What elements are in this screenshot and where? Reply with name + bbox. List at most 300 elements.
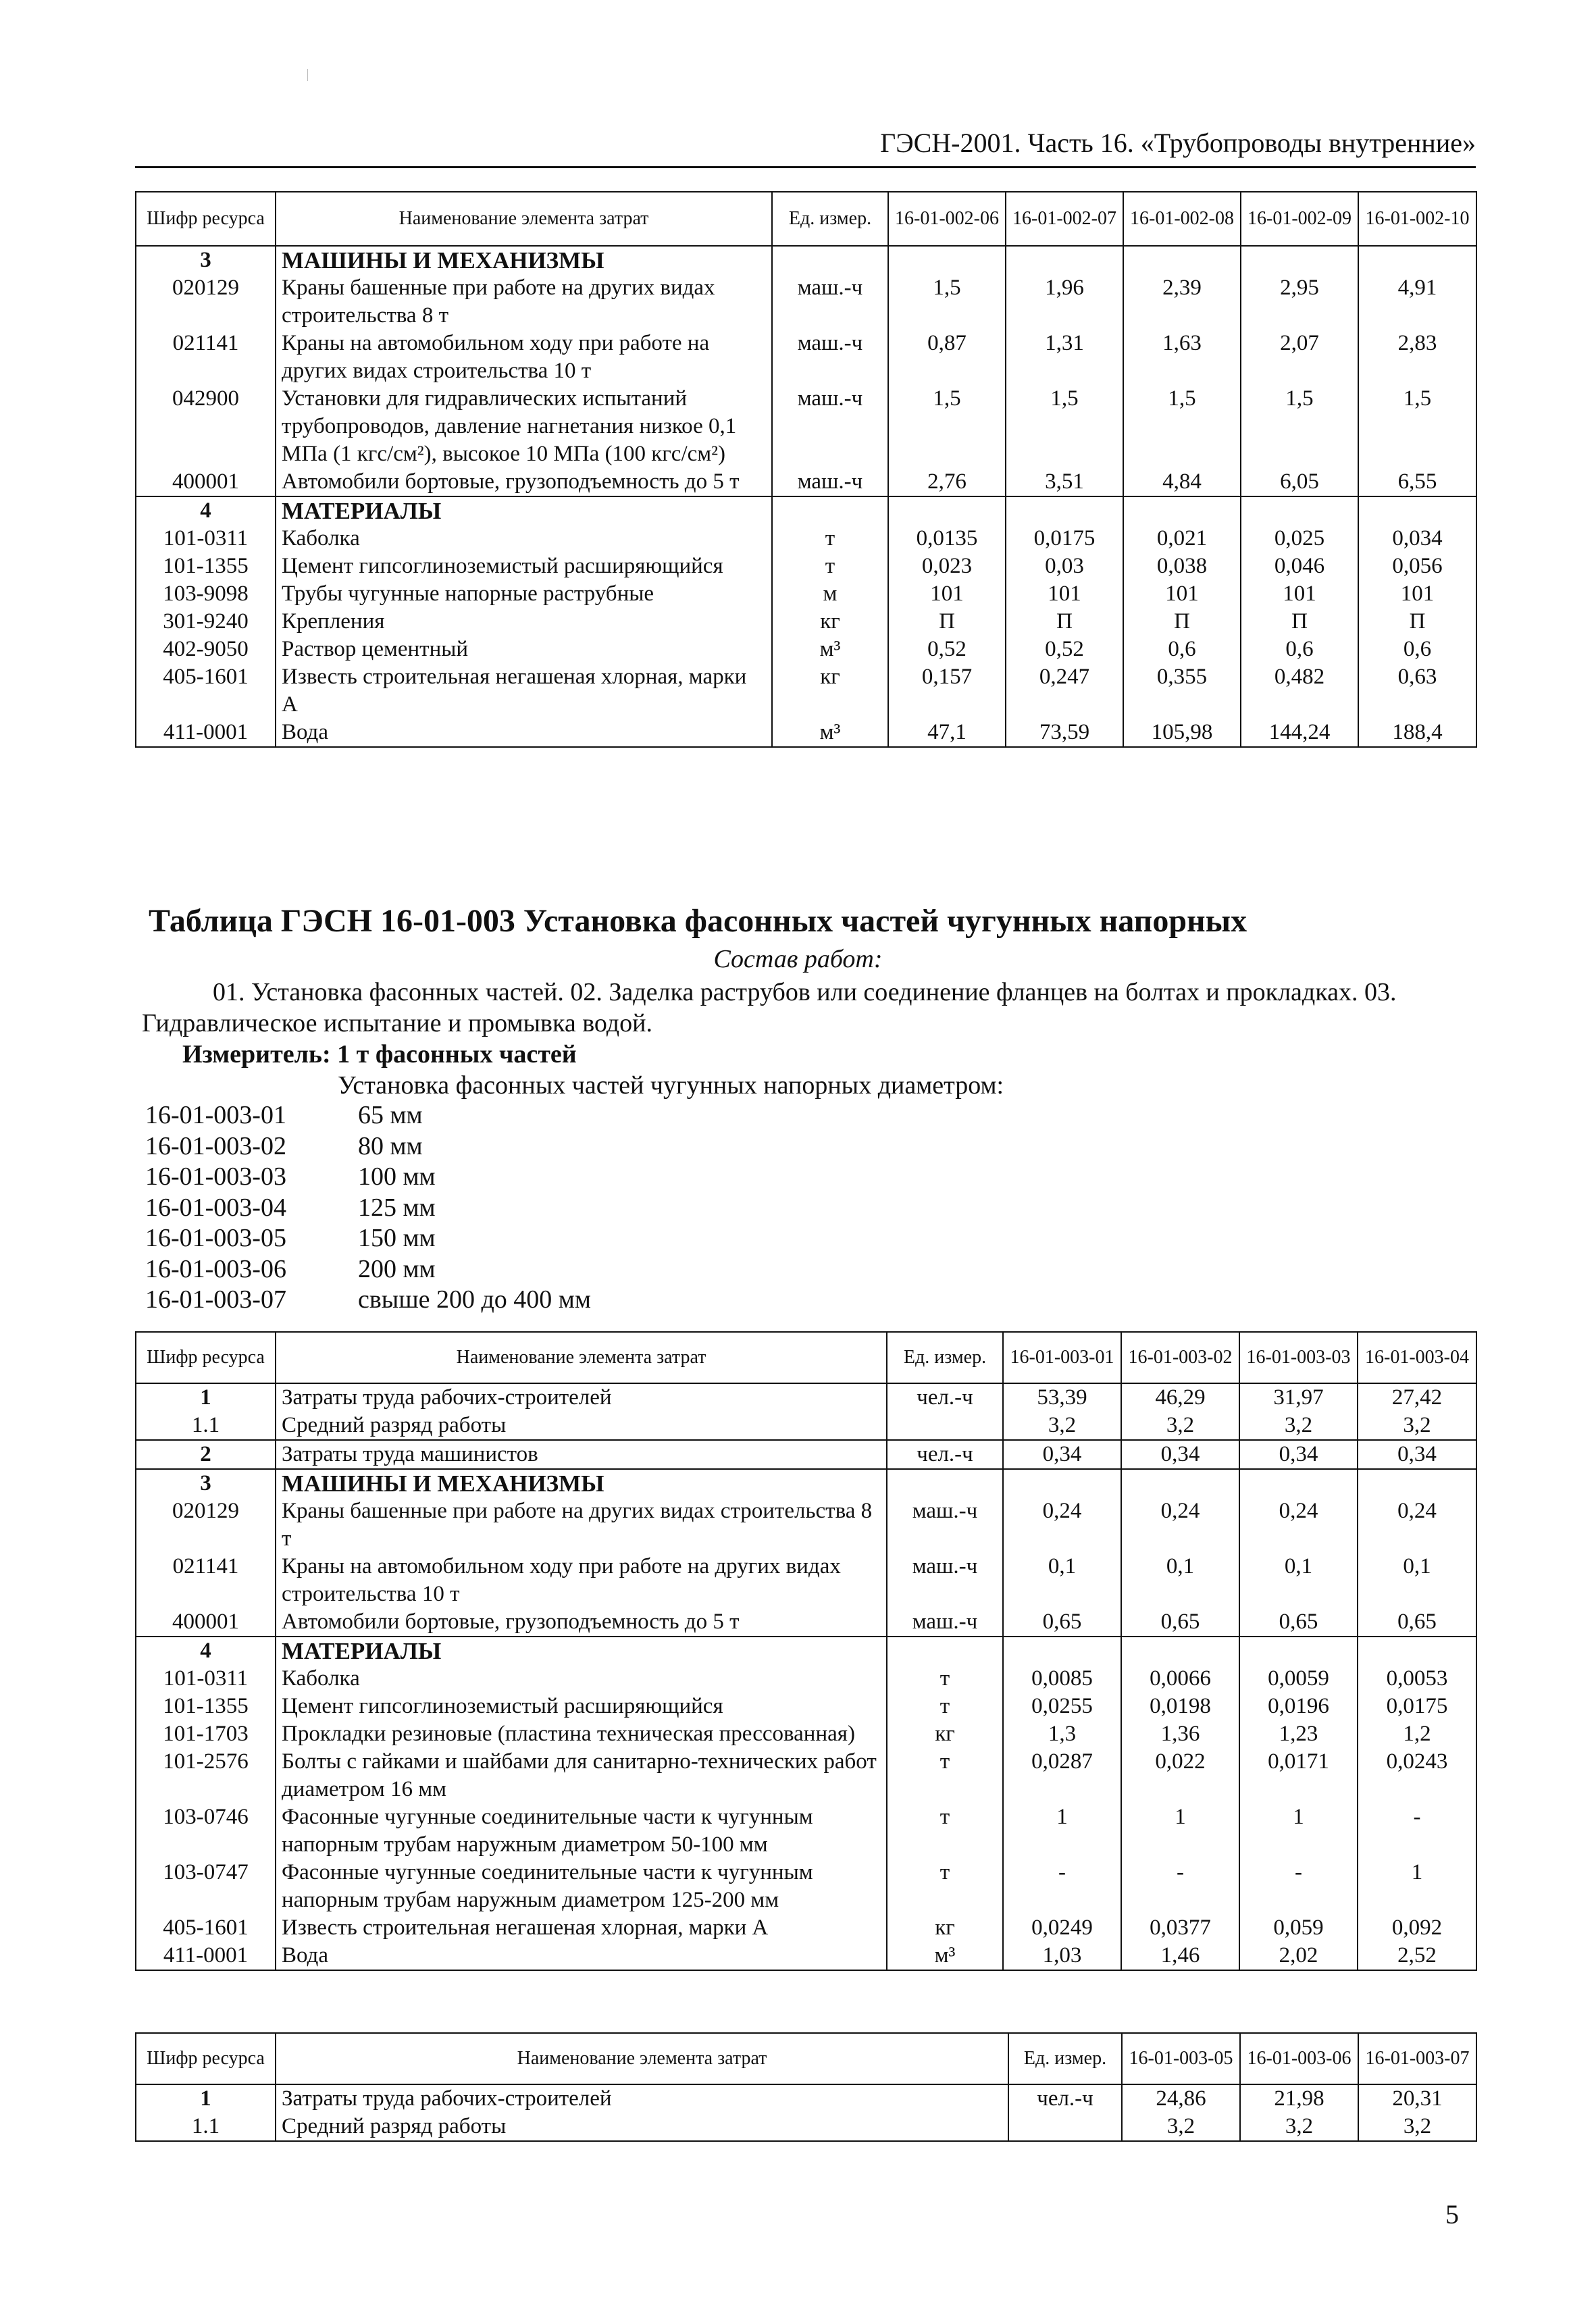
column-header: 16-01-002-06 — [888, 192, 1006, 246]
section-row — [136, 246, 1476, 274]
running-title: ГЭСН-2001. Часть 16. «Трубопроводы внутренние» — [880, 128, 1476, 158]
diameter-code: 16-01-003-03 — [145, 1162, 286, 1191]
resource-code: 4 — [136, 496, 276, 525]
value-cell: 0,1 — [1239, 1553, 1358, 1608]
resource-code: 2 — [136, 1440, 276, 1469]
column-header: 16-01-002-08 — [1123, 192, 1241, 246]
cost-element-name: Раствор цементный — [276, 636, 772, 663]
value-cell: П — [1123, 608, 1241, 636]
value-cell: 0,0066 — [1121, 1665, 1239, 1693]
cost-element-name: Средний разряд работы — [276, 2113, 1008, 2141]
resource-code: 411-0001 — [136, 1942, 276, 1970]
resource-code: 101-1355 — [136, 552, 276, 580]
table-row — [136, 1720, 1476, 1748]
value-cell: 0,0243 — [1358, 1748, 1476, 1803]
value-cell: 24,86 — [1122, 2084, 1240, 2113]
resource-code: 101-0311 — [136, 1665, 276, 1693]
column-header: 16-01-002-07 — [1006, 192, 1123, 246]
value-cell: 0,0053 — [1358, 1665, 1476, 1693]
value-cell: 0,034 — [1358, 525, 1476, 552]
cost-element-name: Крепления — [276, 608, 772, 636]
value-cell: 0,34 — [1239, 1440, 1358, 1469]
value-cell: 3,2 — [1121, 1412, 1239, 1440]
unit-cell: маш.-ч — [772, 468, 888, 496]
value-cell: 0,65 — [1239, 1608, 1358, 1637]
value-cell: 2,07 — [1241, 330, 1358, 385]
column-header: 16-01-002-09 — [1241, 192, 1358, 246]
value-cell: 0,52 — [888, 636, 1006, 663]
value-cell: 144,24 — [1241, 719, 1358, 747]
unit-cell: маш.-ч — [772, 274, 888, 330]
value-cell: 3,2 — [1358, 1412, 1476, 1440]
diameter-item — [145, 1254, 591, 1285]
table-row — [136, 1383, 1476, 1412]
value-cell: 0,0196 — [1239, 1693, 1358, 1720]
unit-cell — [772, 246, 888, 274]
resource-code: 411-0001 — [136, 719, 276, 747]
column-header: Наименование элемента затрат — [276, 1332, 887, 1383]
value-cell — [888, 496, 1006, 525]
value-cell: 0,025 — [1241, 525, 1358, 552]
diameter-size: 65 мм — [358, 1101, 423, 1129]
value-cell: 0,038 — [1123, 552, 1241, 580]
column-header: 16-01-003-03 — [1239, 1332, 1358, 1383]
table-row — [136, 1859, 1476, 1914]
unit-cell: чел.-ч — [887, 1440, 1003, 1469]
value-cell: 6,55 — [1358, 468, 1476, 496]
column-header: 16-01-003-07 — [1358, 2033, 1476, 2084]
value-cell: 1 — [1121, 1803, 1239, 1859]
value-cell: 0,63 — [1358, 663, 1476, 719]
diameter-item — [145, 1162, 591, 1193]
cost-element-name: Краны башенные при работе на других видах строительства 8 т — [276, 274, 772, 330]
value-cell: 0,247 — [1006, 663, 1123, 719]
column-header: 16-01-003-04 — [1358, 1332, 1476, 1383]
unit-cell: кг — [887, 1914, 1003, 1942]
value-cell: 46,29 — [1121, 1383, 1239, 1412]
value-cell: 1,23 — [1239, 1720, 1358, 1748]
section-row — [136, 1637, 1476, 1665]
header-row — [136, 192, 1476, 246]
resource-code: 400001 — [136, 468, 276, 496]
value-cell: 2,52 — [1358, 1942, 1476, 1970]
value-cell — [1006, 246, 1123, 274]
header-rule — [135, 166, 1476, 168]
table-row — [136, 274, 1476, 330]
value-cell: 0,65 — [1358, 1608, 1476, 1637]
value-cell — [1121, 1637, 1239, 1665]
diameter-list — [145, 1100, 591, 1316]
table-row — [136, 330, 1476, 385]
column-header: Шифр ресурса — [136, 192, 276, 246]
unit-cell: чел.-ч — [887, 1383, 1003, 1412]
table-row — [136, 580, 1476, 608]
table-row — [136, 2084, 1476, 2113]
resource-code: 020129 — [136, 274, 276, 330]
unit-cell: м³ — [772, 636, 888, 663]
unit-cell: маш.-ч — [772, 385, 888, 468]
unit-cell: маш.-ч — [887, 1497, 1003, 1553]
resource-code: 021141 — [136, 1553, 276, 1608]
value-cell: 101 — [888, 580, 1006, 608]
column-header: Ед. измер. — [772, 192, 888, 246]
value-cell — [1241, 246, 1358, 274]
unit-cell: т — [887, 1859, 1003, 1914]
cost-element-name: Каболка — [276, 525, 772, 552]
column-header: 16-01-002-10 — [1358, 192, 1476, 246]
resource-code: 3 — [136, 246, 276, 274]
diameter-item — [145, 1223, 591, 1254]
scan-mark — [307, 69, 308, 81]
unit-cell — [772, 496, 888, 525]
value-cell: 0,1 — [1003, 1553, 1121, 1608]
section-row — [136, 496, 1476, 525]
table-row — [136, 663, 1476, 719]
section-title: МАШИНЫ И МЕХАНИЗМЫ — [276, 246, 772, 274]
value-cell: 3,2 — [1358, 2113, 1476, 2141]
cost-element-name: Затраты труда машинистов — [276, 1440, 887, 1469]
value-cell: 1,5 — [1241, 385, 1358, 468]
value-cell: 101 — [1358, 580, 1476, 608]
resource-code: 1 — [136, 2084, 276, 2113]
value-cell — [1123, 246, 1241, 274]
value-cell: 0,6 — [1358, 636, 1476, 663]
value-cell: 0,482 — [1241, 663, 1358, 719]
value-cell: 0,0135 — [888, 525, 1006, 552]
section-title: МАШИНЫ И МЕХАНИЗМЫ — [276, 1469, 887, 1497]
value-cell: 0,0287 — [1003, 1748, 1121, 1803]
diameter-item — [145, 1193, 591, 1224]
cost-element-name: Автомобили бортовые, грузоподъемность до 5 т — [276, 468, 772, 496]
cost-element-name: Известь строительная негашеная хлорная, марки А — [276, 1914, 887, 1942]
value-cell: 0,355 — [1123, 663, 1241, 719]
cost-element-name: Вода — [276, 719, 772, 747]
table-row — [136, 1412, 1476, 1440]
composition-label: Состав работ: — [713, 945, 883, 973]
value-cell: 1,03 — [1003, 1942, 1121, 1970]
value-cell: 4,84 — [1123, 468, 1241, 496]
table-row — [136, 608, 1476, 636]
resource-code: 4 — [136, 1637, 276, 1665]
section-title: МАТЕРИАЛЫ — [276, 496, 772, 525]
value-cell: 0,0175 — [1358, 1693, 1476, 1720]
value-cell: 1 — [1239, 1803, 1358, 1859]
install-heading: Установка фасонных частей чугунных напорных диаметром: — [338, 1071, 1004, 1100]
unit-cell: чел.-ч — [1008, 2084, 1122, 2113]
cost-element-name: Средний разряд работы — [276, 1412, 887, 1440]
table-row — [136, 2113, 1476, 2141]
resource-code: 042900 — [136, 385, 276, 468]
value-cell: 2,76 — [888, 468, 1006, 496]
value-cell: 0,34 — [1121, 1440, 1239, 1469]
value-cell: 0,0059 — [1239, 1665, 1358, 1693]
value-cell: 3,2 — [1003, 1412, 1121, 1440]
column-header: 16-01-003-01 — [1003, 1332, 1121, 1383]
value-cell: 47,1 — [888, 719, 1006, 747]
value-cell: 0,24 — [1121, 1497, 1239, 1553]
value-cell: 0,0085 — [1003, 1665, 1121, 1693]
unit-cell: м³ — [887, 1942, 1003, 1970]
value-cell — [1358, 496, 1476, 525]
value-cell: 0,34 — [1003, 1440, 1121, 1469]
value-cell — [1239, 1637, 1358, 1665]
value-cell: 0,0198 — [1121, 1693, 1239, 1720]
table-row — [136, 1693, 1476, 1720]
resource-code: 101-1355 — [136, 1693, 276, 1720]
value-cell: 1,36 — [1121, 1720, 1239, 1748]
table-row — [136, 1748, 1476, 1803]
unit-cell: т — [887, 1665, 1003, 1693]
unit-cell: кг — [772, 608, 888, 636]
column-header: Ед. измер. — [887, 1332, 1003, 1383]
diameter-code: 16-01-003-05 — [145, 1224, 286, 1252]
cost-element-name: Фасонные чугунные соединительные части к чугунным напорным трубам наружным диаметром 50-100 мм — [276, 1803, 887, 1859]
value-cell: 3,51 — [1006, 468, 1123, 496]
cost-element-name: Затраты труда рабочих-строителей — [276, 2084, 1008, 2113]
value-cell: 20,31 — [1358, 2084, 1476, 2113]
unit-cell: маш.-ч — [772, 330, 888, 385]
value-cell: 2,02 — [1239, 1942, 1358, 1970]
value-cell: 0,24 — [1239, 1497, 1358, 1553]
resource-code: 402-9050 — [136, 636, 276, 663]
value-cell: 1,3 — [1003, 1720, 1121, 1748]
value-cell: 0,24 — [1003, 1497, 1121, 1553]
table-row — [136, 525, 1476, 552]
value-cell: 21,98 — [1240, 2084, 1358, 2113]
value-cell: 105,98 — [1123, 719, 1241, 747]
value-cell: 1,5 — [888, 274, 1006, 330]
value-cell: 1 — [1358, 1859, 1476, 1914]
value-cell: 1,2 — [1358, 1720, 1476, 1748]
unit-cell: маш.-ч — [887, 1608, 1003, 1637]
value-cell: 3,2 — [1122, 2113, 1240, 2141]
value-cell: 0,65 — [1121, 1608, 1239, 1637]
value-cell: 3,2 — [1240, 2113, 1358, 2141]
resource-code: 103-9098 — [136, 580, 276, 608]
value-cell — [1003, 1637, 1121, 1665]
value-cell: 31,97 — [1239, 1383, 1358, 1412]
cost-element-name: Фасонные чугунные соединительные части к чугунным напорным трубам наружным диаметром 125-200 мм — [276, 1859, 887, 1914]
value-cell: 2,83 — [1358, 330, 1476, 385]
cost-element-name: Вода — [276, 1942, 887, 1970]
resource-code: 101-2576 — [136, 1748, 276, 1803]
value-cell: 1,31 — [1006, 330, 1123, 385]
value-cell: 0,52 — [1006, 636, 1123, 663]
page-number: 5 — [1445, 2199, 1459, 2230]
table-row — [136, 1553, 1476, 1608]
diameter-size: 80 мм — [358, 1131, 423, 1160]
resource-code: 1.1 — [136, 2113, 276, 2141]
value-cell: 0,0377 — [1121, 1914, 1239, 1942]
value-cell: 1,5 — [1123, 385, 1241, 468]
value-cell: П — [888, 608, 1006, 636]
value-cell: 101 — [1006, 580, 1123, 608]
value-cell: 6,05 — [1241, 468, 1358, 496]
diameter-code: 16-01-003-07 — [145, 1285, 286, 1314]
resource-table-003-a — [135, 1331, 1477, 1971]
resource-table-003-b — [135, 2032, 1477, 2142]
value-cell: 188,4 — [1358, 719, 1476, 747]
cost-element-name: Затраты труда рабочих-строителей — [276, 1383, 887, 1412]
value-cell — [888, 246, 1006, 274]
resource-code: 021141 — [136, 330, 276, 385]
unit-cell: т — [887, 1803, 1003, 1859]
value-cell: 0,059 — [1239, 1914, 1358, 1942]
value-cell: П — [1006, 608, 1123, 636]
value-cell: 0,0249 — [1003, 1914, 1121, 1942]
value-cell: 0,0255 — [1003, 1693, 1121, 1720]
diameter-item — [145, 1100, 591, 1131]
value-cell: 1,63 — [1123, 330, 1241, 385]
value-cell: 101 — [1241, 580, 1358, 608]
header-row — [136, 1332, 1476, 1383]
table-row — [136, 552, 1476, 580]
resource-code: 103-0746 — [136, 1803, 276, 1859]
table-row — [136, 719, 1476, 747]
value-cell: 0,6 — [1241, 636, 1358, 663]
value-cell: 1,96 — [1006, 274, 1123, 330]
diameter-size: свыше 200 до 400 мм — [358, 1285, 591, 1314]
unit-cell — [887, 1412, 1003, 1440]
cost-element-name: Цемент гипсоглиноземистый расширяющийся — [276, 552, 772, 580]
value-cell: 0,65 — [1003, 1608, 1121, 1637]
diameter-size: 150 мм — [358, 1224, 436, 1252]
value-cell: 4,91 — [1358, 274, 1476, 330]
diameter-code: 16-01-003-04 — [145, 1193, 286, 1222]
value-cell: 0,056 — [1358, 552, 1476, 580]
resource-code: 101-1703 — [136, 1720, 276, 1748]
value-cell: 0,157 — [888, 663, 1006, 719]
unit-cell — [1008, 2113, 1122, 2141]
diameter-item — [145, 1285, 591, 1316]
value-cell: - — [1003, 1859, 1121, 1914]
value-cell — [1239, 1469, 1358, 1497]
cost-element-name: Болты с гайками и шайбами для санитарно-технических работ диаметром 16 мм — [276, 1748, 887, 1803]
value-cell: 0,87 — [888, 330, 1006, 385]
unit-cell: м — [772, 580, 888, 608]
value-cell: 3,2 — [1239, 1412, 1358, 1440]
value-cell: 2,95 — [1241, 274, 1358, 330]
column-header: 16-01-003-02 — [1121, 1332, 1239, 1383]
value-cell — [1121, 1469, 1239, 1497]
column-header: Шифр ресурса — [136, 2033, 276, 2084]
cost-element-name: Прокладки резиновые (пластина техническая прессованная) — [276, 1720, 887, 1748]
cost-element-name: Краны башенные при работе на других видах строительства 8 т — [276, 1497, 887, 1553]
unit-cell: т — [887, 1693, 1003, 1720]
resource-code: 405-1601 — [136, 1914, 276, 1942]
value-cell — [1358, 1469, 1476, 1497]
resource-code: 101-0311 — [136, 525, 276, 552]
value-cell: 0,021 — [1123, 525, 1241, 552]
cost-element-name: Известь строительная негашеная хлорная, марки А — [276, 663, 772, 719]
diameter-item — [145, 1131, 591, 1162]
unit-cell: т — [772, 552, 888, 580]
table-row — [136, 1608, 1476, 1637]
value-cell: 0,0175 — [1006, 525, 1123, 552]
value-cell — [1358, 1637, 1476, 1665]
value-cell: 101 — [1123, 580, 1241, 608]
value-cell: 0,1 — [1358, 1553, 1476, 1608]
diameter-size: 125 мм — [358, 1193, 436, 1222]
value-cell — [1003, 1469, 1121, 1497]
resource-code: 400001 — [136, 1608, 276, 1637]
value-cell — [1241, 496, 1358, 525]
value-cell: 1,5 — [1006, 385, 1123, 468]
table-row — [136, 1440, 1476, 1469]
cost-element-name: Установки для гидравлических испытаний трубопроводов, давление нагнетания низкое 0,1 МПа (1 кгс/см²), высокое 10 МПа (100 кгс/см²) — [276, 385, 772, 468]
table-row — [136, 1497, 1476, 1553]
resource-code: 3 — [136, 1469, 276, 1497]
table-row — [136, 1665, 1476, 1693]
table-row — [136, 636, 1476, 663]
table-row — [136, 468, 1476, 496]
unit-cell — [887, 1637, 1003, 1665]
diameter-size: 100 мм — [358, 1162, 436, 1191]
value-cell: 0,023 — [888, 552, 1006, 580]
value-cell: 0,24 — [1358, 1497, 1476, 1553]
value-cell: 1,5 — [888, 385, 1006, 468]
composition-text: 01. Установка фасонных частей. 02. Заделка раструбов или соединение фланцев на болтах и прокладках. 03. Гидравлическое испытание и промывка водой. — [142, 978, 1397, 1037]
cost-element-name: Автомобили бортовые, грузоподъемность до 5 т — [276, 1608, 887, 1637]
value-cell: - — [1121, 1859, 1239, 1914]
value-cell: 0,046 — [1241, 552, 1358, 580]
table-title: Таблица ГЭСН 16-01-003 Установка фасонных частей чугунных напорных — [149, 903, 1247, 939]
value-cell: 27,42 — [1358, 1383, 1476, 1412]
value-cell: П — [1241, 608, 1358, 636]
unit-cell: т — [772, 525, 888, 552]
column-header: 16-01-003-06 — [1240, 2033, 1358, 2084]
column-header: Ед. измер. — [1008, 2033, 1122, 2084]
value-cell: - — [1358, 1803, 1476, 1859]
section-row — [136, 1469, 1476, 1497]
cost-element-name: Краны на автомобильном ходу при работе на других видах строительства 10 т — [276, 1553, 887, 1608]
unit-cell: т — [887, 1748, 1003, 1803]
value-cell: 0,092 — [1358, 1914, 1476, 1942]
value-cell: 73,59 — [1006, 719, 1123, 747]
table-row — [136, 1803, 1476, 1859]
diameter-code: 16-01-003-01 — [145, 1101, 286, 1129]
value-cell — [1123, 496, 1241, 525]
table-row — [136, 1942, 1476, 1970]
cost-element-name: Цемент гипсоглиноземистый расширяющийся — [276, 1693, 887, 1720]
value-cell: 0,03 — [1006, 552, 1123, 580]
resource-code: 020129 — [136, 1497, 276, 1553]
column-header: Наименование элемента затрат — [276, 192, 772, 246]
value-cell: П — [1358, 608, 1476, 636]
table-row — [136, 385, 1476, 468]
value-cell: 1 — [1003, 1803, 1121, 1859]
column-header: Шифр ресурса — [136, 1332, 276, 1383]
unit-cell: маш.-ч — [887, 1553, 1003, 1608]
column-header: Наименование элемента затрат — [276, 2033, 1008, 2084]
unit-cell: кг — [887, 1720, 1003, 1748]
table-row — [136, 1914, 1476, 1942]
unit-cell — [887, 1469, 1003, 1497]
diameter-code: 16-01-003-02 — [145, 1131, 286, 1160]
resource-code: 405-1601 — [136, 663, 276, 719]
value-cell: 1,5 — [1358, 385, 1476, 468]
cost-element-name: Каболка — [276, 1665, 887, 1693]
diameter-code: 16-01-003-06 — [145, 1254, 286, 1283]
meter-line: Измеритель: 1 т фасонных частей — [182, 1040, 577, 1069]
value-cell: 53,39 — [1003, 1383, 1121, 1412]
value-cell: 1,46 — [1121, 1942, 1239, 1970]
column-header: 16-01-003-05 — [1122, 2033, 1240, 2084]
value-cell: 0,022 — [1121, 1748, 1239, 1803]
value-cell: 0,1 — [1121, 1553, 1239, 1608]
value-cell — [1006, 496, 1123, 525]
value-cell: 0,34 — [1358, 1440, 1476, 1469]
